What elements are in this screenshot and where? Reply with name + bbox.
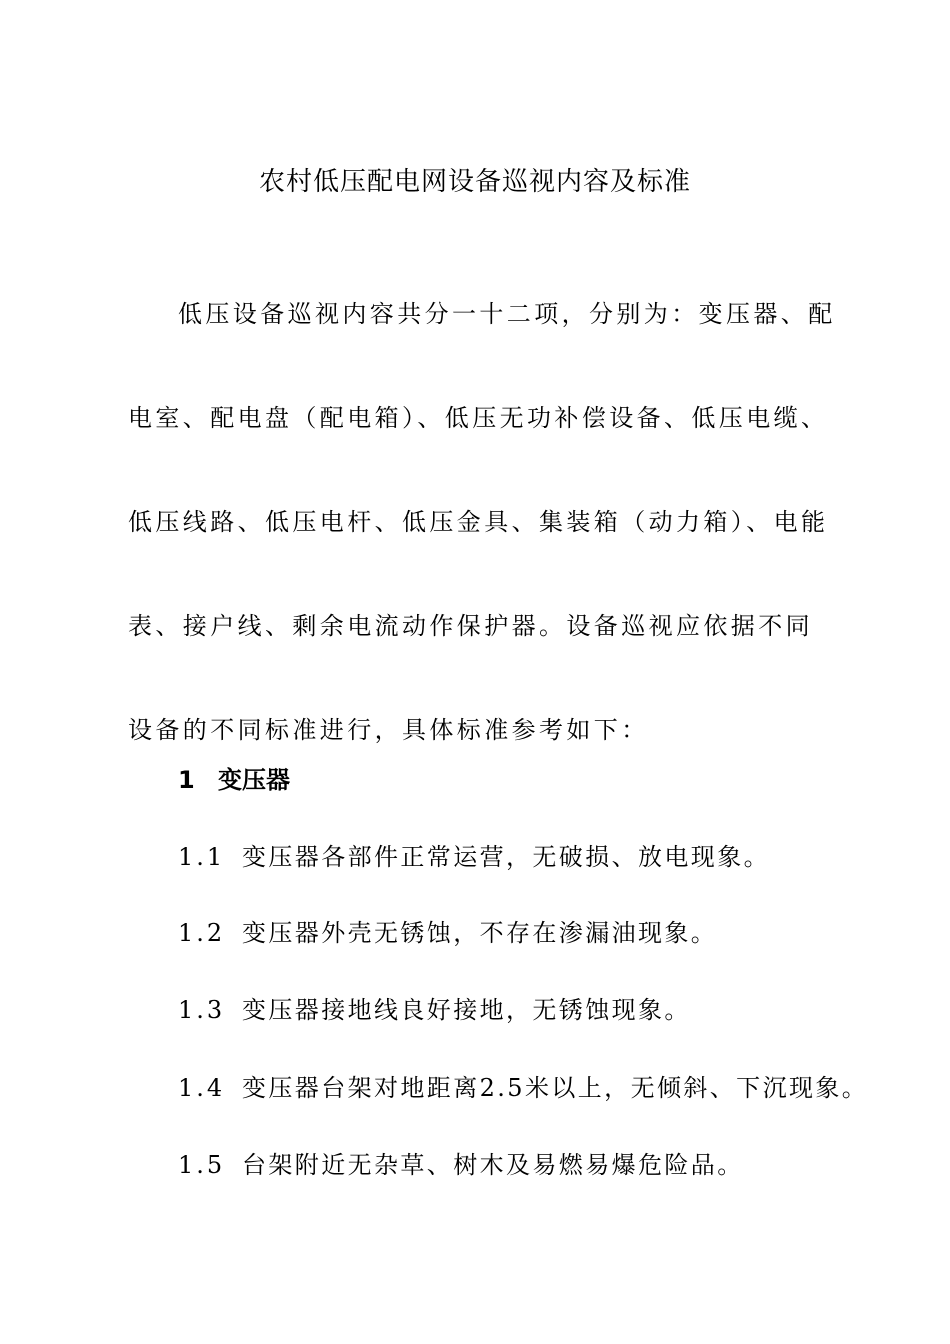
list-item	[178, 913, 717, 953]
list-item	[178, 990, 691, 1030]
item-text: 台架附近无杂草、树木及易燃易爆危险品。	[242, 1151, 744, 1179]
item-text: 变压器台架对地距离2.5米以上，无倾斜、下沉现象。	[242, 1074, 869, 1102]
item-number: 1.2	[178, 919, 226, 947]
section-heading	[178, 760, 290, 800]
item-text: 变压器外壳无锈蚀，不存在渗漏油现象。	[242, 919, 718, 947]
section-number: 1	[178, 766, 195, 794]
list-item	[178, 1145, 744, 1185]
item-number: 1.1	[178, 843, 226, 871]
list-item	[178, 837, 770, 877]
intro-paragraph: 低压设备巡视内容共分一十二项，分别为：变压器、配电室、配电盘（配电箱）、低压无功补偿设备、低压电缆、低压线路、低压电杆、低压金具、集装箱（动力箱）、电能表、接户线、剩余电流动作保护器。设备巡视应依据不同设备的不同标准进行，具体标准参考如下：	[128, 300, 836, 744]
item-text: 变压器接地线良好接地，无锈蚀现象。	[242, 996, 691, 1024]
document-title: 农村低压配电网设备巡视内容及标准	[258, 167, 691, 197]
item-number: 1.4	[178, 1074, 226, 1102]
list-item	[178, 1068, 868, 1108]
item-number: 1.5	[178, 1151, 226, 1179]
item-text: 变压器各部件正常运营，无破损、放电现象。	[242, 843, 770, 871]
section-title: 变压器	[218, 766, 290, 794]
item-number: 1.3	[178, 996, 226, 1024]
